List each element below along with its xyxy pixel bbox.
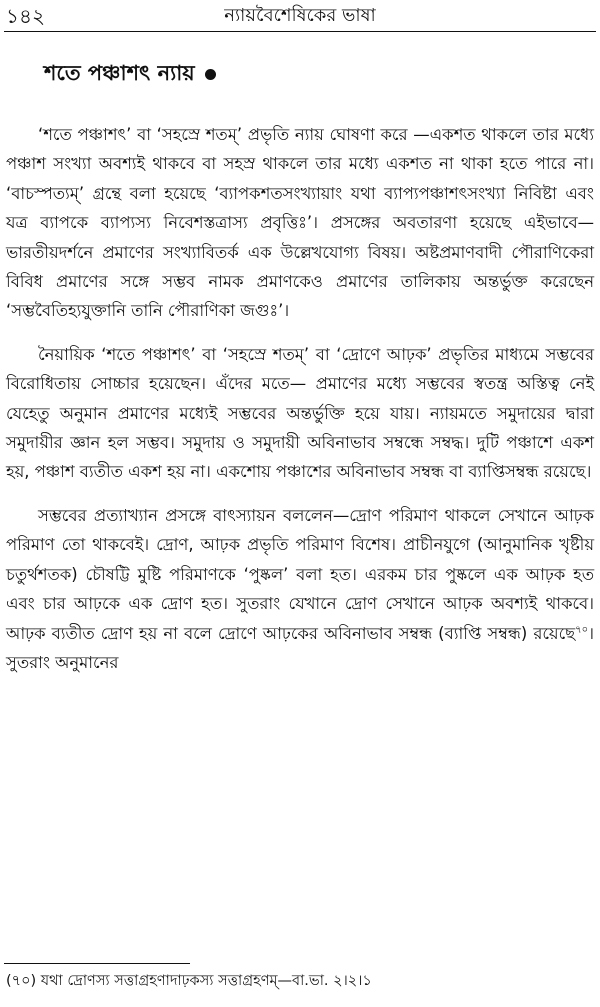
footnote-ref: ৭০	[575, 624, 589, 636]
page-header	[6, 4, 594, 28]
section-heading	[44, 58, 216, 88]
paragraph-3-text-after: । সুতরাং অনুমানের	[6, 623, 594, 672]
header-rule	[4, 31, 596, 32]
paragraph-3-text: সম্ভবের প্রত্যাখ্যান প্রসঙ্গে বাৎস্যায়ন বললেন—দ্রোণ পরিমাণ থাকলে সেখানে আঢ়ক পরিমাণ তো থাকবেই। দ্রোণ, আঢ়ক প্রভৃতি পরিমাণ বিশেষ। প্রাচীনযুগে (আনুমানিক খৃষ্টীয় চতুর্থশতক) চৌষট্টি মুষ্টি পরিমাণকে ‘পুষ্কল’ বলা হত। এরকম চার পুষ্কলে এক আঢ়ক হত এবং চার আঢ়কে এক দ্রোণ হত। সুতরাং যেখানে দ্রোণ সেখানে আঢ়ক অবশ্যই থাকবে। আঢ়ক ব্যতীত দ্রোণ হয় না বলে দ্রোণে আঢ়কের অবিনাভাব সম্বন্ধ (ব্যাপ্তি সম্বন্ধ) রয়েছে	[6, 505, 594, 643]
footnote-rule	[4, 963, 190, 964]
page-number: ১৪২	[6, 4, 45, 28]
body-text	[6, 120, 594, 691]
paragraph-3	[6, 501, 594, 677]
running-title: ন্যায়বৈশেষিকের ভাষা	[224, 5, 376, 26]
bullet-icon	[205, 69, 216, 80]
paragraph-2: নৈয়ায়িক ‘শতে পঞ্চাশৎ’ বা ‘সহস্রে শতম্’ বা ‘দ্রোণে আঢ়ক’ প্রভৃতির মাধ্যমে সম্ভবের বিরোধিতায় সোচ্চার হয়েছেন। এঁদের মতে— প্রমাণের মধ্যে সম্ভবের স্বতন্ত্র অস্তিত্ব নেই যেহেতু অনুমান প্রমাণের মধ্যেই সম্ভবের অন্তর্ভুক্তি হয়ে যায়। ন্যায়মতে সমুদায়ের দ্বারা সমুদায়ীর জ্ঞান হল সম্ভব। সমুদায় ও সমুদায়ী অবিনাভাব সম্বন্ধে সম্বদ্ধ। দুটি পঞ্চাশে একশ হয়, পঞ্চাশ ব্যতীত একশ হয় না। একশোয় পঞ্চাশের অবিনাভাব সম্বন্ধ বা ব্যাপ্তিসম্বন্ধ রয়েছে।	[6, 344, 594, 482]
section-title: শতে পঞ্চাশৎ ন্যায়	[44, 61, 195, 85]
footnote: (৭০) যথা দ্রোণস্য সত্তাগ্রহণাদাঢ়কস্য সত্তাগ্রহণম্—বা.ভা. ২।২।১	[6, 973, 372, 989]
paragraph-1: ‘শতে পঞ্চাশৎ’ বা ‘সহস্রে শতম্’ প্রভৃতি ন্যায় ঘোষণা করে —একশত থাকলে তার মধ্যে পঞ্চাশ সংখ্যা অবশ্যই থাকবে বা সহস্র থাকলে তার মধ্যে একশত না থাকা হতে পারে না। ‘বাচস্পত্যম্’ গ্রন্থে বলা হয়েছে ‘ব্যাপকশতসংখ্যায়াং যথা ব্যাপ্যপঞ্চাশৎসংখ্যা নিবিষ্টা এবং যত্র ব্যাপকে ব্যাপ্যস্য নিবেশস্তত্রাস্য প্রবৃত্তিঃ’। প্রসঙ্গের অবতারণা হয়েছে এইভাবে— ভারতীয়দর্শনে প্রমাণের সংখ্যাবিতর্ক এক উল্লেখযোগ্য বিষয়। অষ্টপ্রমাণবাদী পৌরাণিকেরা বিবিধ প্রমাণের সঙ্গে সম্ভব নামক প্রমাণকেও প্রমাণের তালিকায় অন্তর্ভুক্ত করেছেন ‘সম্ভবৈতিহ্যযুক্তানি তানি পৌরাণিকা জগুঃ’।	[6, 125, 594, 321]
